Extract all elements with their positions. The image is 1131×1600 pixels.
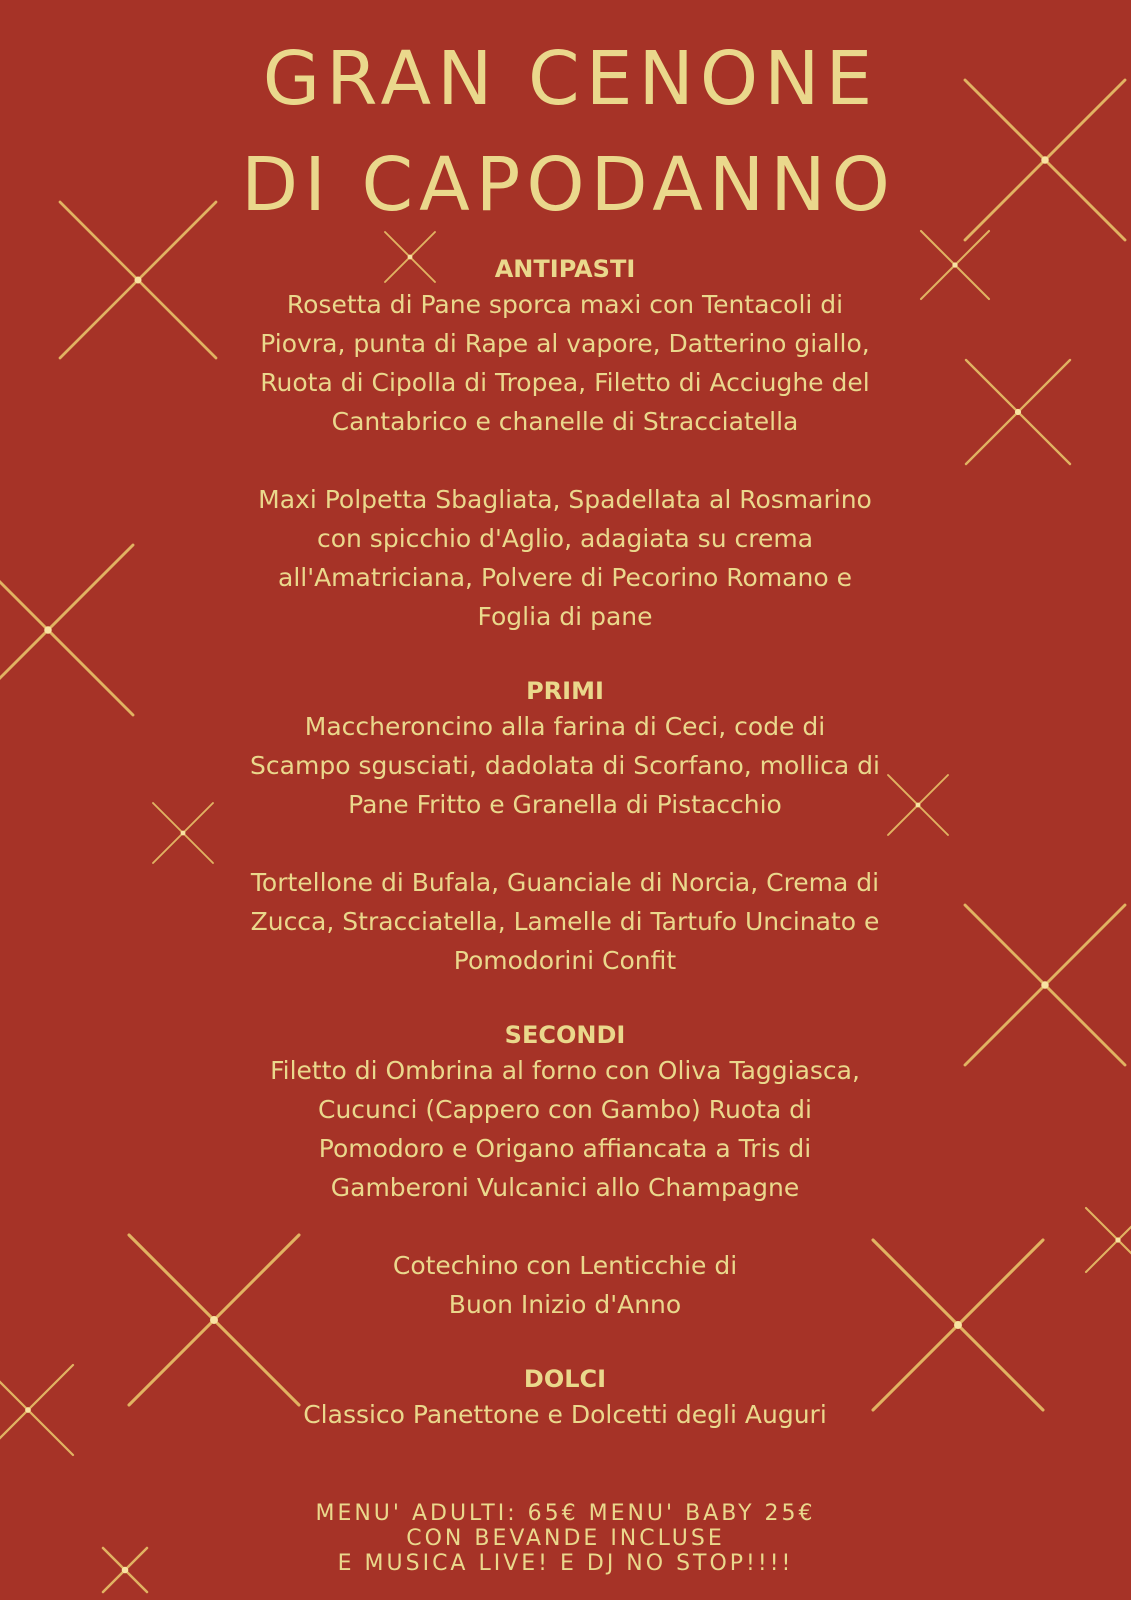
music-line: E MUSICA LIVE! E DJ NO STOP!!!! xyxy=(337,1551,794,1576)
menu-line: Cucunci (Cappero con Gambo) Ruota di xyxy=(317,1095,812,1124)
price-line: MENU' ADULTI: 65€ MENU' BABY 25€ xyxy=(315,1501,816,1526)
primi-item-2 xyxy=(150,863,980,980)
sparkle-star-icon xyxy=(0,1345,93,1475)
drinks-line: CON BEVANDE INCLUSE xyxy=(406,1526,725,1551)
menu-line: Cotechino con Lenticchie di xyxy=(392,1251,738,1280)
menu-line: Gamberoni Vulcanici allo Champagne xyxy=(330,1173,800,1202)
secondi-item-2 xyxy=(150,1246,980,1324)
menu-line: Classico Panettone e Dolcetti degli Auguri xyxy=(303,1400,827,1429)
section-heading-antipasti: ANTIPASTI xyxy=(494,255,636,283)
menu-line: Tortellone di Bufala, Guanciale di Norcia, Crema di xyxy=(250,868,880,897)
secondi-item-1 xyxy=(150,1051,980,1207)
menu-line: Zucca, Stracciatella, Lamelle di Tartufo Uncinato e xyxy=(250,907,880,936)
menu-line: Foglia di pane xyxy=(477,602,653,631)
menu-line: Scampo sgusciati, dadolata di Scorfano, mollica di xyxy=(250,751,880,780)
menu-line: Rosetta di Pane sporca maxi con Tentacoli di xyxy=(286,290,844,319)
menu-line: all'Amatriciana, Polvere di Pecorino Romano e xyxy=(278,563,852,592)
menu-line: Buon Inizio d'Anno xyxy=(448,1290,682,1319)
antipasti-item-2 xyxy=(150,480,980,636)
menu-line: con spicchio d'Aglio, adagiata su crema xyxy=(316,524,814,553)
section-heading-secondi: SECONDI xyxy=(504,1021,626,1049)
sparkle-star-icon xyxy=(0,510,168,750)
menu-line: Ruota di Cipolla di Tropea, Filetto di Acciughe del xyxy=(260,368,870,397)
antipasti-item-1 xyxy=(150,285,980,441)
menu-line: Maccheroncino alla farina di Ceci, code di xyxy=(304,712,826,741)
section-heading-dolci: DOLCI xyxy=(523,1365,607,1393)
title-line-2: DI CAPODANNO xyxy=(241,142,896,228)
menu-line: Piovra, punta di Rape al vapore, Datterino giallo, xyxy=(260,329,870,358)
menu-body xyxy=(150,253,980,1434)
menu-line: Filetto di Ombrina al forno con Oliva Taggiasca, xyxy=(270,1056,860,1085)
dolci-item-1 xyxy=(150,1395,980,1434)
section-heading-primi: PRIMI xyxy=(526,677,604,705)
menu-line: Cantabrico e chanelle di Stracciatella xyxy=(331,407,799,436)
menu-line: Pomodoro e Origano affiancata a Tris di xyxy=(318,1134,812,1163)
title-line-1: GRAN CENONE xyxy=(262,36,879,122)
primi-item-1 xyxy=(150,707,980,824)
menu-line: Pane Fritto e Granella di Pistacchio xyxy=(348,790,782,819)
menu-line: Pomodorini Confit xyxy=(453,946,677,975)
menu-line: Maxi Polpetta Sbagliata, Spadellata al Rosmarino xyxy=(258,485,872,514)
price-footer xyxy=(0,1501,1131,1576)
sparkle-star-icon xyxy=(1073,1195,1131,1285)
